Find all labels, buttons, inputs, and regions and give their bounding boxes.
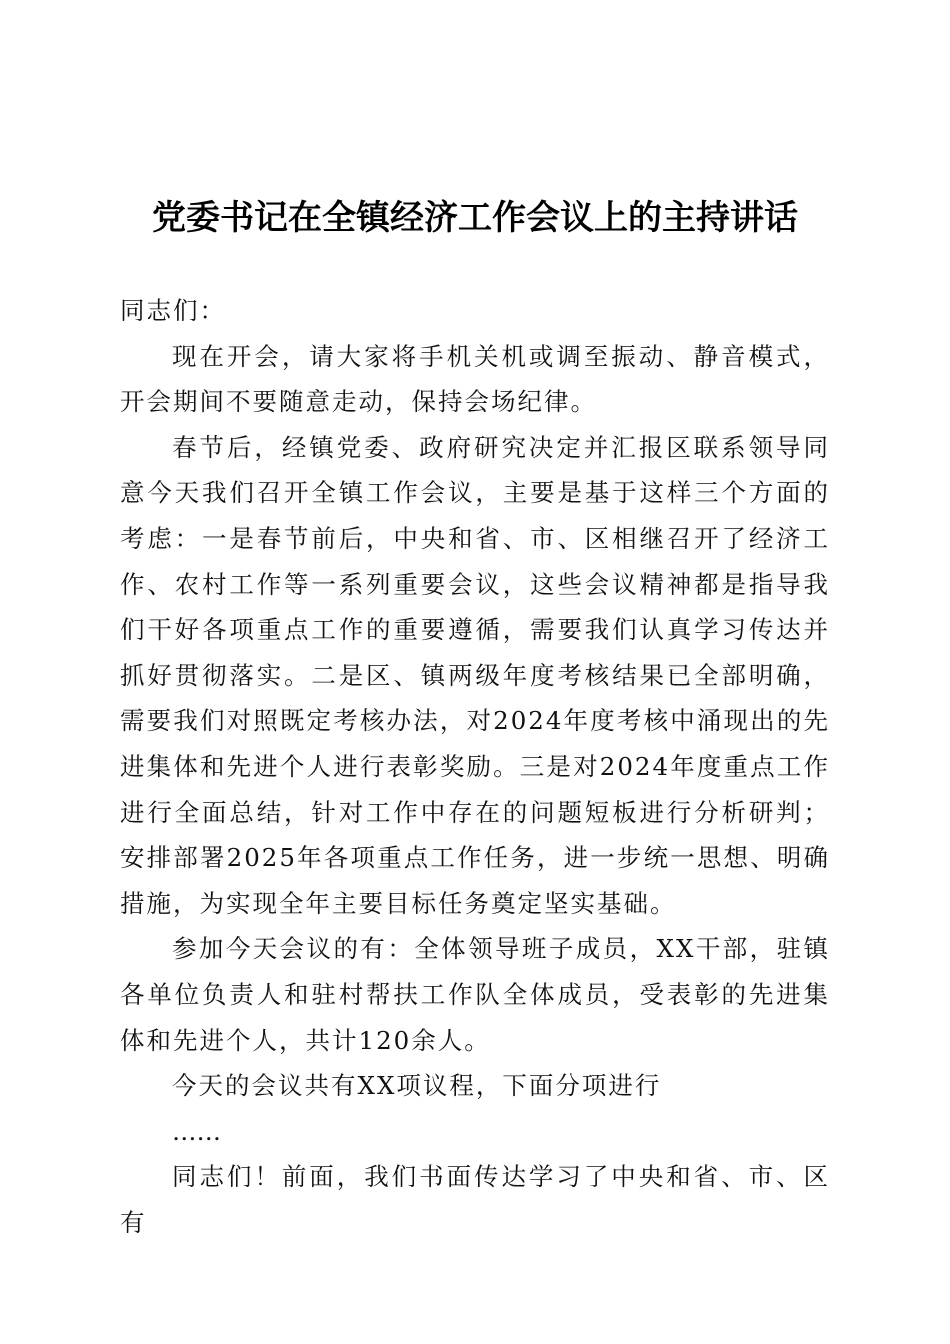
paragraph-agenda: 今天的会议共有XX项议程，下面分项进行 <box>172 1071 662 1101</box>
document-body <box>120 288 830 1245</box>
paragraph-closing-start: 同志们！前面，我们书面传达学习了中央和省、市、区有 <box>120 1162 830 1237</box>
paragraph-background: 春节后，经镇党委、政府研究决定并汇报区联系领导同意今天我们召开全镇工作会议，主要是基于这样三个方面的考虑：一是春节前后，中央和省、市、区相继召开了经济工作、农村工作等一系列重要会议，这些会议精神都是指导我们干好各项重点工作的重要遵循，需要我们认真学习传达并抓好贯彻落实。二是区、镇两级年度考核结果已全部明确，需要我们对照既定考核办法，对2024年度考核中涌现出的先进集体和先进个人进行表彰奖励。三是对2024年度重点工作进行全面总结，针对工作中存在的问题短板进行分析研判；安排部署2025年各项重点工作任务，进一步统一思想、明确措施，为实现全年主要目标任务奠定坚实基础。 <box>120 432 830 918</box>
paragraph-attendees: 参加今天会议的有：全体领导班子成员，XX干部，驻镇各单位负责人和驻村帮扶工作队全体成员，受表彰的先进集体和先进个人，共计120余人。 <box>120 934 830 1055</box>
document-title: 党委书记在全镇经济工作会议上的主持讲话 <box>152 198 798 238</box>
salutation: 同志们： <box>120 296 226 325</box>
paragraph-opening: 现在开会，请大家将手机关机或调至振动、静音模式，开会期间不要随意走动，保持会场纪律。 <box>120 341 830 417</box>
paragraph-ellipsis: …… <box>172 1116 221 1146</box>
